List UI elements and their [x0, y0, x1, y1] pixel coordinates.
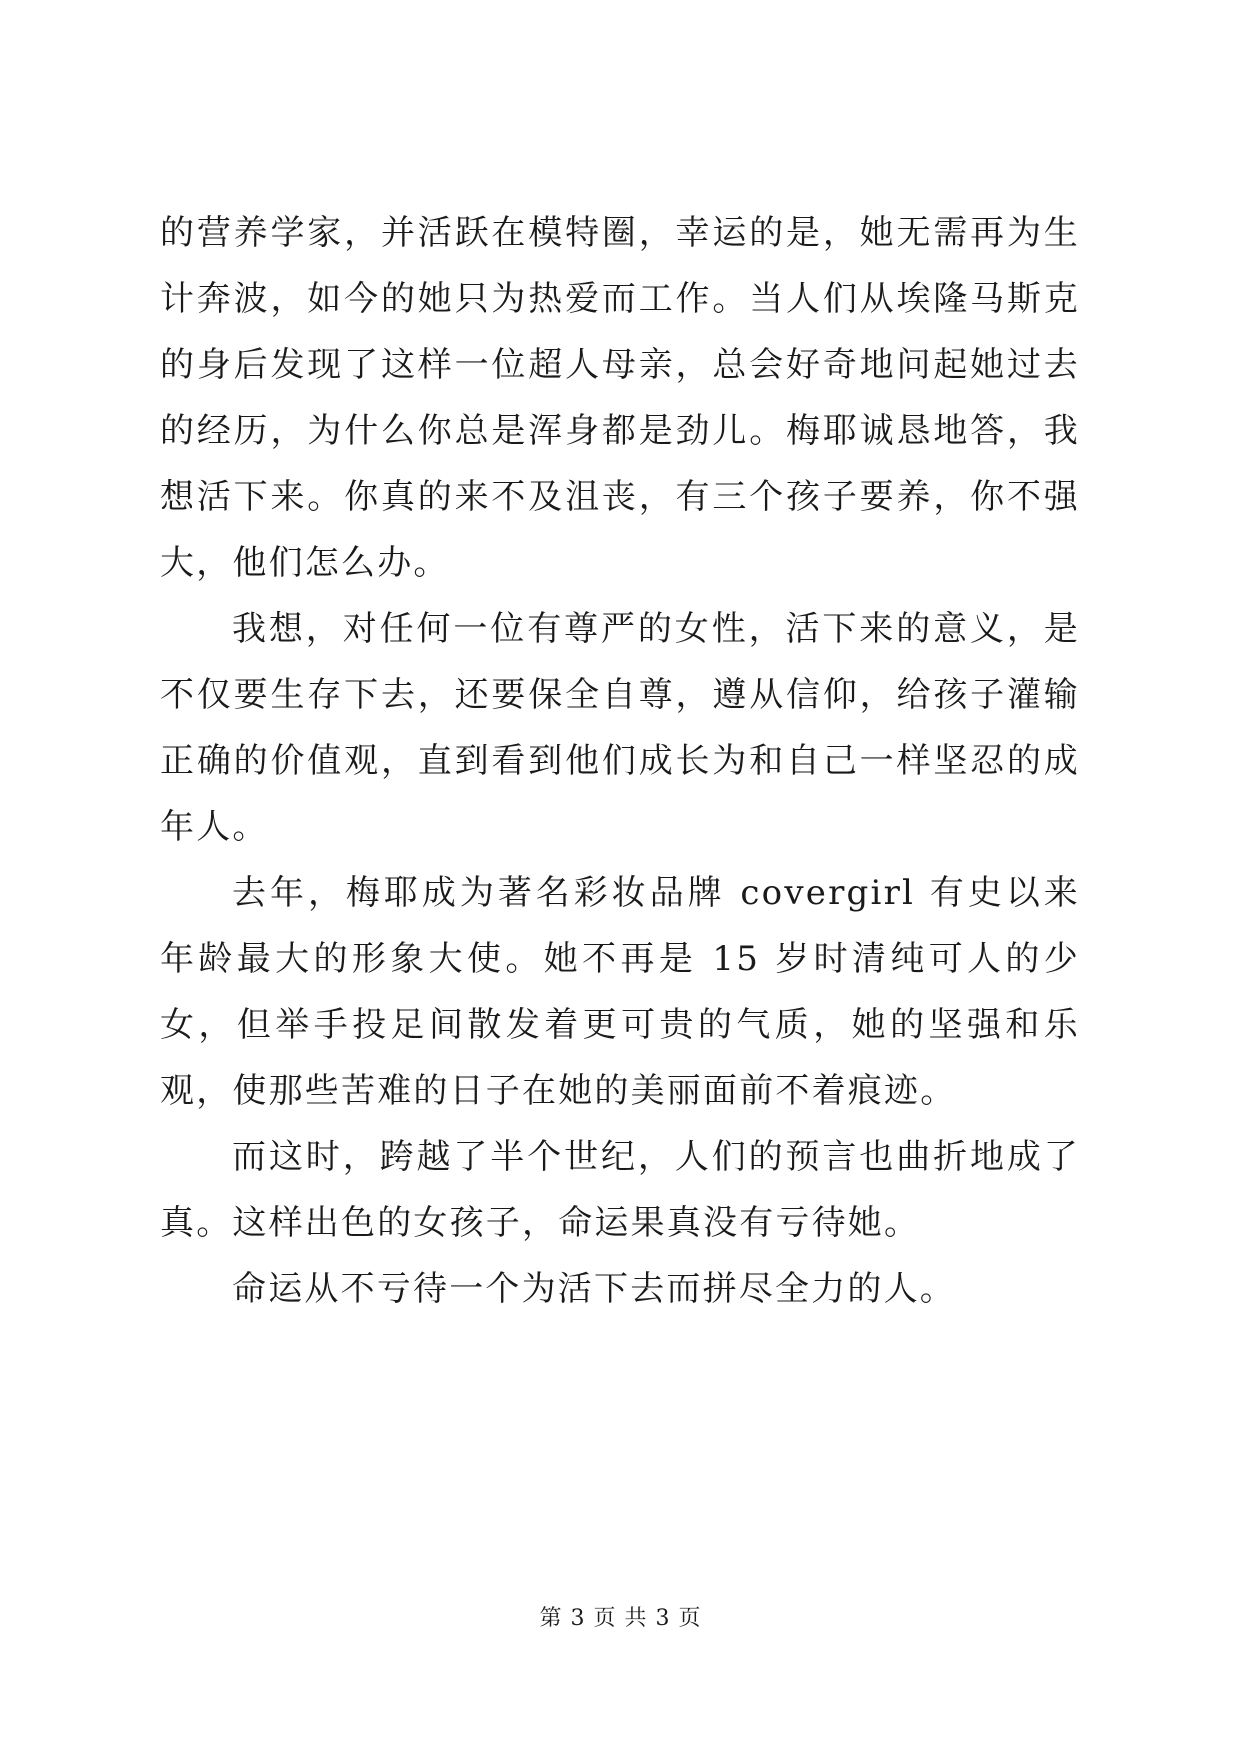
page-number: 第 3 页 共 3 页 — [539, 1606, 702, 1631]
document-body — [160, 200, 1080, 1322]
page-footer — [0, 1604, 1241, 1634]
paragraph-3: 去年，梅耶成为著名彩妆品牌 covergirl 有史以来年龄最大的形象大使。她不再是 15 岁时清纯可人的少女，但举手投足间散发着更可贵的气质，她的坚强和乐观，使那些苦难的日子在她的美丽面前不着痕迹。 — [160, 873, 1080, 1111]
paragraph-2: 我想，对任何一位有尊严的女性，活下来的意义，是不仅要生存下去，还要保全自尊，遵从信仰，给孩子灌输正确的价值观，直到看到他们成长为和自己一样坚忍的成年人。 — [160, 609, 1080, 847]
paragraph-5: 命运从不亏待一个为活下去而拼尽全力的人。 — [232, 1269, 956, 1309]
paragraph-1: 的营养学家，并活跃在模特圈，幸运的是，她无需再为生计奔波，如今的她只为热爱而工作。当人们从埃隆马斯克的身后发现了这样一位超人母亲，总会好奇地问起她过去的经历，为什么你总是浑身都是劲儿。梅耶诚恳地答，我想活下来。你真的来不及沮丧，有三个孩子要养，你不强大，他们怎么办。 — [160, 213, 1080, 583]
paragraph-4: 而这时，跨越了半个世纪，人们的预言也曲折地成了真。这样出色的女孩子，命运果真没有亏待她。 — [160, 1137, 1080, 1243]
